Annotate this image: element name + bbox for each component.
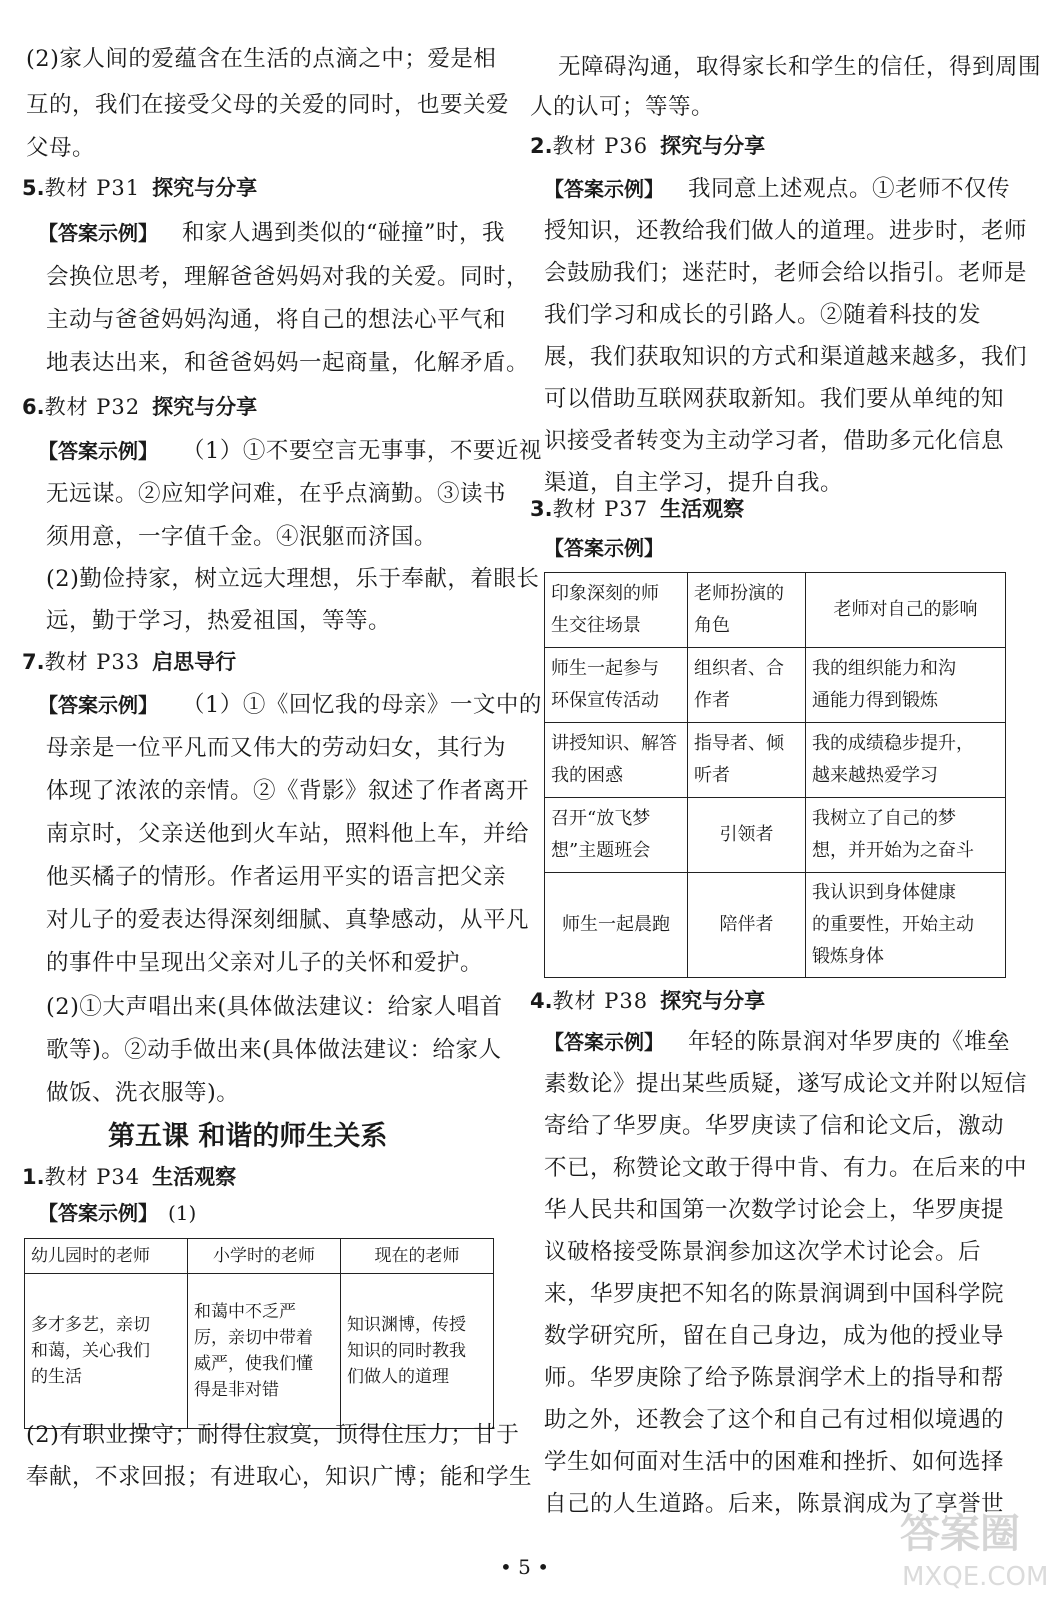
table-header-cell: 小学时的老师 bbox=[188, 1239, 341, 1274]
text-line: 远，勤于学习，热爱祖国，等等。 bbox=[46, 608, 392, 634]
text-line: 寄给了华罗庚。华罗庚读了信和论文后，激动 bbox=[544, 1113, 1005, 1139]
table-row bbox=[25, 1274, 494, 1429]
text-line: (2)①大声唱出来(具体做法建议：给家人唱首 bbox=[46, 994, 503, 1020]
svg-text:MXQE.COM: MXQE.COM bbox=[902, 1562, 1049, 1592]
lesson-title: 第五课 和谐的师生关系 bbox=[108, 1121, 388, 1152]
text-line: 歌等)。②动手做出来(具体做法建议：给家人 bbox=[46, 1037, 502, 1063]
text-line: 华人民共和国第一次数学讨论会上，华罗庚提 bbox=[544, 1197, 1005, 1223]
table-cell: 师生一起参与 环保宣传活动 bbox=[545, 648, 688, 723]
table-cell: 我认识到身体健康 的重要性，开始主动 锻炼身体 bbox=[806, 873, 1006, 978]
text-line: 母亲是一位平凡而又伟大的劳动妇女，其行为 bbox=[46, 735, 507, 761]
table-cell: 我的组织能力和沟 通能力得到锻炼 bbox=[806, 648, 1006, 723]
table-header-cell: 老师对自己的影响 bbox=[806, 573, 1006, 648]
text-line: 互的，我们在接受父母的关爱的同时，也要关爱 bbox=[26, 92, 510, 118]
table-header-row bbox=[545, 573, 1006, 648]
text-line: 对儿子的爱表达得深刻细腻、真挚感动，从平凡 bbox=[46, 907, 530, 933]
question-heading-7: 7.教材 P33 启思导行 bbox=[22, 650, 237, 674]
text-line: 学生如何面对生活中的困难和挫折、如何选择 bbox=[544, 1449, 1005, 1475]
text-line: 体现了浓浓的亲情。②《背影》叙述了作者离开 bbox=[46, 778, 530, 804]
page-number: • 5 • bbox=[500, 1555, 550, 1579]
question-heading-4: 4.教材 P38 探究与分享 bbox=[530, 989, 766, 1013]
text-line: 师。华罗庚除了给予陈景润学术上的指导和帮 bbox=[544, 1365, 1005, 1391]
table-cell: 讲授知识、解答 我的困惑 bbox=[545, 723, 688, 798]
svg-text:答案圈: 答案圈 bbox=[900, 1511, 1020, 1557]
text-line: 无远谋。②应知学问难，在乎点滴勤。③读书 bbox=[46, 481, 507, 507]
table-cell: 指导者、倾 听者 bbox=[688, 723, 806, 798]
text-line: 助之外，还教会了这个和自己有过相似境遇的 bbox=[544, 1407, 1005, 1433]
text-line: 我们学习和成长的引路人。②随着科技的发 bbox=[544, 302, 982, 328]
answer-tag: 【答案示例】 bbox=[544, 177, 664, 201]
table-row bbox=[545, 648, 1006, 723]
watermark-logo bbox=[888, 1495, 1058, 1595]
table-cell: 师生一起晨跑 bbox=[545, 873, 688, 978]
table-header-row bbox=[25, 1239, 494, 1274]
text-line: 南京时，父亲送他到火车站，照料他上车，并给 bbox=[46, 821, 530, 847]
table-cell: 我树立了自己的梦 想，并开始为之奋斗 bbox=[806, 798, 1006, 873]
text-line: 父母。 bbox=[26, 135, 96, 161]
text-line: 奉献，不求回报；有进取心，知识广博；能和学生 bbox=[26, 1464, 533, 1490]
question-heading-2: 2.教材 P36 探究与分享 bbox=[530, 134, 766, 158]
text-line: 展，我们获取知识的方式和渠道越来越多，我们 bbox=[544, 344, 1028, 370]
text-line: （1）①不要空言无事事，不要近视 bbox=[182, 438, 542, 464]
text-line: 渠道，自主学习，提升自我。 bbox=[544, 470, 844, 496]
text-line: 不已，称赞论文敢于得中肯、有力。在后来的中 bbox=[544, 1155, 1028, 1181]
question-heading-3: 3.教材 P37 生活观察 bbox=[530, 497, 745, 521]
text-line: 可以借助互联网获取新知。我们要从单纯的知 bbox=[544, 386, 1005, 412]
table-cell: 和蔼中不乏严 厉，亲切中带着 威严，使我们懂 得是非对错 bbox=[188, 1274, 341, 1429]
answer-tag: 【答案示例】 bbox=[38, 439, 158, 463]
table-row bbox=[545, 798, 1006, 873]
table-row bbox=[545, 873, 1006, 978]
text-line: （1）①《回忆我的母亲》一文中的 bbox=[182, 692, 542, 718]
text-line: (2)勤俭持家，树立远大理想，乐于奉献，着眼长 bbox=[46, 566, 540, 592]
table-cell: 我的成绩稳步提升， 越来越热爱学习 bbox=[806, 723, 1006, 798]
table-cell: 召开“放飞梦 想”主题班会 bbox=[545, 798, 688, 873]
text-line: 他买橘子的情形。作者运用平实的语言把父亲 bbox=[46, 864, 507, 890]
table-row bbox=[545, 723, 1006, 798]
text-line: (2)有职业操守；耐得住寂寞，顶得住压力；甘于 bbox=[26, 1422, 520, 1448]
table-cell: 知识渊博，传授 知识的同时教我 们做人的道理 bbox=[341, 1274, 494, 1429]
text-line: 地表达出来，和爸爸妈妈一起商量，化解矛盾。 bbox=[46, 350, 530, 376]
text-line: 素数论》提出某些质疑，遂写成论文并附以短信 bbox=[544, 1071, 1028, 1097]
table-cell: 组织者、合 作者 bbox=[688, 648, 806, 723]
answer-tag: 【答案示例】 (1) bbox=[38, 1201, 197, 1225]
table-cell: 陪伴者 bbox=[688, 873, 806, 978]
teacher-comparison-table bbox=[24, 1238, 494, 1429]
text-line: 会换位思考，理解爸爸妈妈对我的关爱。同时， bbox=[46, 264, 530, 290]
answer-tag: 【答案示例】 bbox=[38, 221, 158, 245]
table-header-cell: 现在的老师 bbox=[341, 1239, 494, 1274]
text-line: 识接受者转变为主动学习者，借助多元化信息 bbox=[544, 428, 1005, 454]
teacher-student-table bbox=[544, 572, 1006, 978]
text-line: 人的认可；等等。 bbox=[530, 94, 715, 120]
text-line: 和家人遇到类似的“碰撞”时，我 bbox=[182, 220, 506, 246]
question-heading-6: 6.教材 P32 探究与分享 bbox=[22, 395, 258, 419]
text-line: 数学研究所，留在自己身边，成为他的授业导 bbox=[544, 1323, 1005, 1349]
text-line: 来，华罗庚把不知名的陈景润调到中国科学院 bbox=[544, 1281, 1005, 1307]
question-heading-5: 5.教材 P31 探究与分享 bbox=[22, 176, 258, 200]
text-line: 主动与爸爸妈妈沟通，将自己的想法心平气和 bbox=[46, 307, 507, 333]
table-header-cell: 幼儿园时的老师 bbox=[25, 1239, 188, 1274]
table-cell: 多才多艺，亲切 和蔼，关心我们 的生活 bbox=[25, 1274, 188, 1429]
text-line: 做饭、洗衣服等)。 bbox=[46, 1080, 240, 1106]
table-header-cell: 印象深刻的师 生交往场景 bbox=[545, 573, 688, 648]
question-heading-1: 1.教材 P34 生活观察 bbox=[22, 1165, 237, 1189]
table-header-cell: 老师扮演的 角色 bbox=[688, 573, 806, 648]
text-line: 须用意，一字值千金。④泯躯而济国。 bbox=[46, 524, 438, 550]
text-line: 年轻的陈景润对华罗庚的《堆垒 bbox=[688, 1029, 1011, 1055]
text-line: (2)家人间的爱蕴含在生活的点滴之中；爱是相 bbox=[26, 46, 497, 72]
text-line: 会鼓励我们；迷茫时，老师会给以指引。老师是 bbox=[544, 260, 1028, 286]
text-line: 我同意上述观点。①老师不仅传 bbox=[688, 176, 1011, 202]
answer-tag: 【答案示例】 bbox=[38, 693, 158, 717]
answer-tag: 【答案示例】 bbox=[544, 1030, 664, 1054]
text-line: 议破格接受陈景润参加这次学术讨论会。后 bbox=[544, 1239, 982, 1265]
text-line: 自己的人生道路。后来，陈景润成为了享誉世 bbox=[544, 1491, 1005, 1517]
text-line: 无障碍沟通，取得家长和学生的信任，得到周围 bbox=[558, 54, 1042, 80]
answer-tag: 【答案示例】 bbox=[544, 536, 664, 560]
table-cell: 引领者 bbox=[688, 798, 806, 873]
text-line: 授知识，还教给我们做人的道理。进步时，老师 bbox=[544, 218, 1028, 244]
text-line: 的事件中呈现出父亲对儿子的关怀和爱护。 bbox=[46, 950, 484, 976]
